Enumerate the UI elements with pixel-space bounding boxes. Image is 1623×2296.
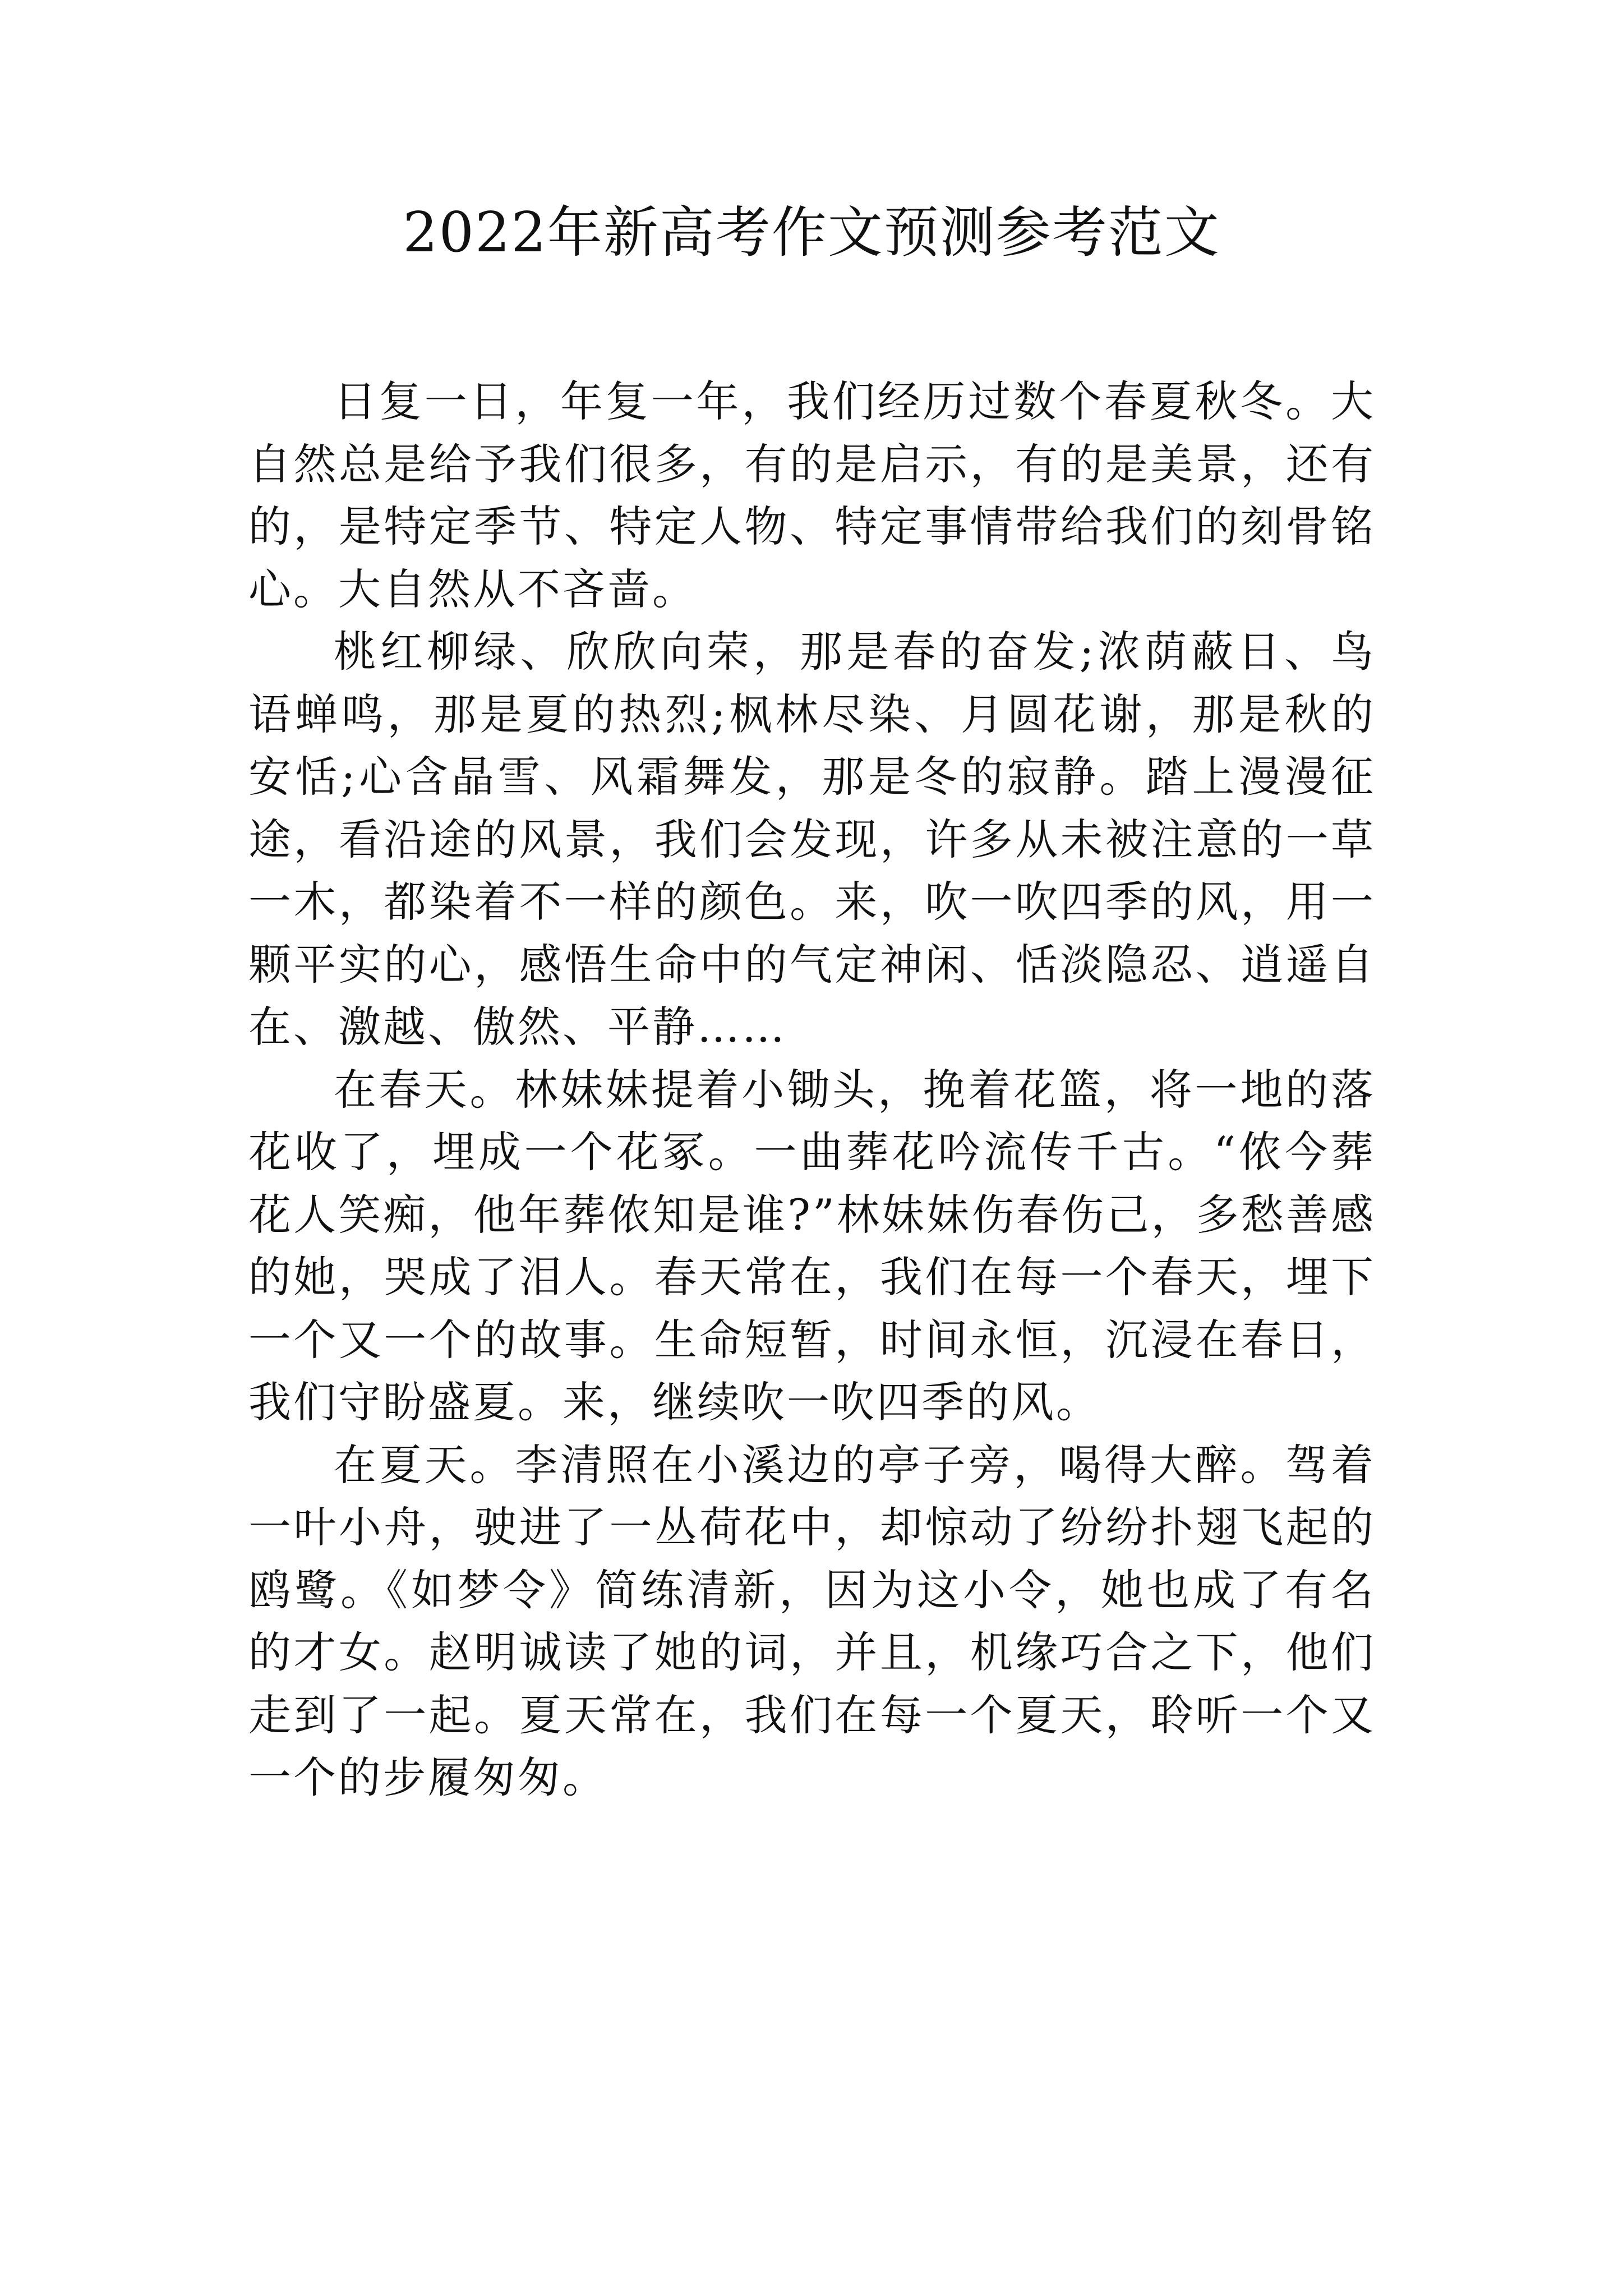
document-body xyxy=(248,370,1376,1809)
paragraph-spring: 在春天。林妹妹提着小锄头，挽着花篮，将一地的落花收了，埋成一个花冢。一曲葬花吟流传千古。“侬今葬花人笑痴，他年葬侬知是谁?”林妹妹伤春伤己，多愁善感的她，哭成了泪人。春天常在，我们在每一个春天，埋下一个又一个的故事。生命短暂，时间永恒，沉浸在春日，我们守盼盛夏。来，继续吹一吹四季的风。 xyxy=(248,1064,1376,1427)
paragraph-summer: 在夏天。李清照在小溪边的亭子旁，喝得大醉。驾着一叶小舟，驶进了一丛荷花中，却惊动了纷纷扑翅飞起的鸥鹭。《如梦令》简练清新，因为这小令，她也成了有名的才女。赵明诚读了她的词，并且，机缘巧合之下，他们走到了一起。夏天常在，我们在每一个夏天，聆听一个又一个的步履匆匆。 xyxy=(248,1439,1376,1802)
paragraph-intro: 日复一日，年复一年，我们经历过数个春夏秋冬。大自然总是给予我们很多，有的是启示，有的是美景，还有的，是特定季节、特定人物、特定事情带给我们的刻骨铭心。大自然从不吝啬。 xyxy=(248,376,1376,614)
document-title: 2022年新高考作文预测参考范文 xyxy=(403,201,1220,265)
paragraph-seasons: 桃红柳绿、欣欣向荣，那是春的奋发;浓荫蔽日、鸟语蝉鸣，那是夏的热烈;枫林尽染、月圆花谢，那是秋的安恬;心含晶雪、风霜舞发，那是冬的寂静。踏上漫漫征途，看沿途的风景，我们会发现，许多从未被注意的一草一木，都染着不一样的颜色。来，吹一吹四季的风，用一颗平实的心，感悟生命中的气定神闲、恬淡隐忍、逍遥自在、激越、傲然、平静…… xyxy=(248,627,1376,1052)
